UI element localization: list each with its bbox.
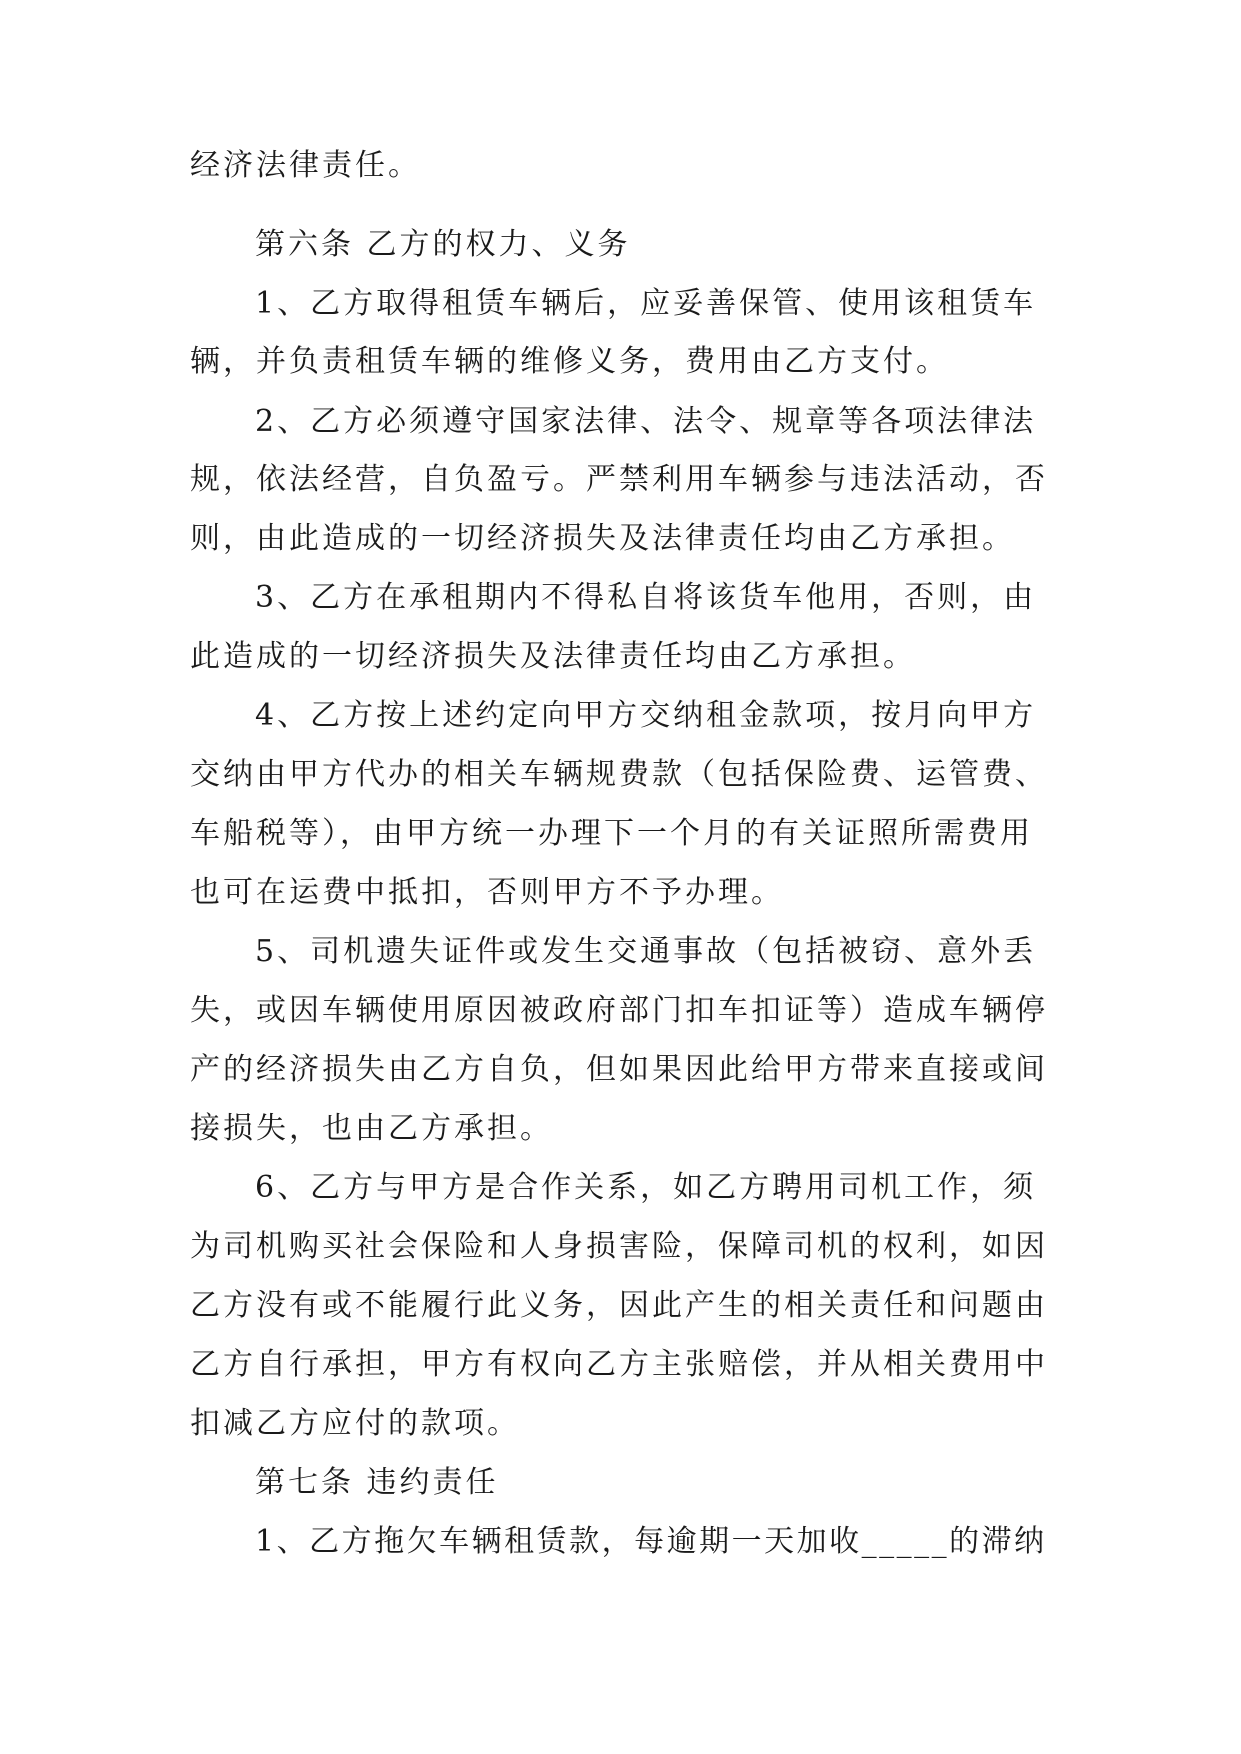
text-line: 1、乙方拖欠车辆租赁款，每逾期一天加收_____的滞纳 <box>255 1524 1047 1559</box>
text-line: 5、司机遗失证件或发生交通事故（包括被窃、意外丢 <box>255 934 1037 969</box>
text-line: 3、乙方在承租期内不得私自将该货车他用，否则，由 <box>255 580 1037 615</box>
section-heading: 第六条 乙方的权力、义务 <box>255 227 631 262</box>
text-line: 4、乙方按上述约定向甲方交纳租金款项，按月向甲方 <box>255 698 1037 733</box>
text-line: 也可在运费中抵扣，否则甲方不予办理。 <box>190 875 784 910</box>
text-line: 接损失，也由乙方承担。 <box>190 1111 553 1146</box>
text-line: 6、乙方与甲方是合作关系，如乙方聘用司机工作，须 <box>255 1170 1037 1205</box>
text-line: 乙方没有或不能履行此义务，因此产生的相关责任和问题由 <box>190 1288 1048 1323</box>
text-line: 为司机购买社会保险和人身损害险，保障司机的权利，如因 <box>190 1229 1048 1264</box>
text-line: 1、乙方取得租赁车辆后，应妥善保管、使用该租赁车 <box>255 286 1037 321</box>
text-line: 车船税等），由甲方统一办理下一个月的有关证照所需费用 <box>190 816 1033 851</box>
text-line: 此造成的一切经济损失及法律责任均由乙方承担。 <box>190 639 916 674</box>
text-line: 产的经济损失由乙方自负，但如果因此给甲方带来直接或间 <box>190 1052 1048 1087</box>
text-line: 2、乙方必须遵守国家法律、法令、规章等各项法律法 <box>255 404 1037 439</box>
text-line: 则，由此造成的一切经济损失及法律责任均由乙方承担。 <box>190 521 1015 556</box>
text-line: 扣减乙方应付的款项。 <box>190 1406 520 1441</box>
text-line: 交纳由甲方代办的相关车辆规费款（包括保险费、运管费、 <box>190 757 1048 792</box>
text-line: 经济法律责任。 <box>190 148 421 183</box>
text-line: 辆，并负责租赁车辆的维修义务，费用由乙方支付。 <box>190 344 949 379</box>
text-line: 规，依法经营，自负盈亏。严禁利用车辆参与违法活动，否 <box>190 462 1048 497</box>
text-line: 乙方自行承担，甲方有权向乙方主张赔偿，并从相关费用中 <box>190 1347 1048 1382</box>
section-heading: 第七条 违约责任 <box>255 1465 499 1500</box>
text-line: 失，或因车辆使用原因被政府部门扣车扣证等）造成车辆停 <box>190 993 1048 1028</box>
